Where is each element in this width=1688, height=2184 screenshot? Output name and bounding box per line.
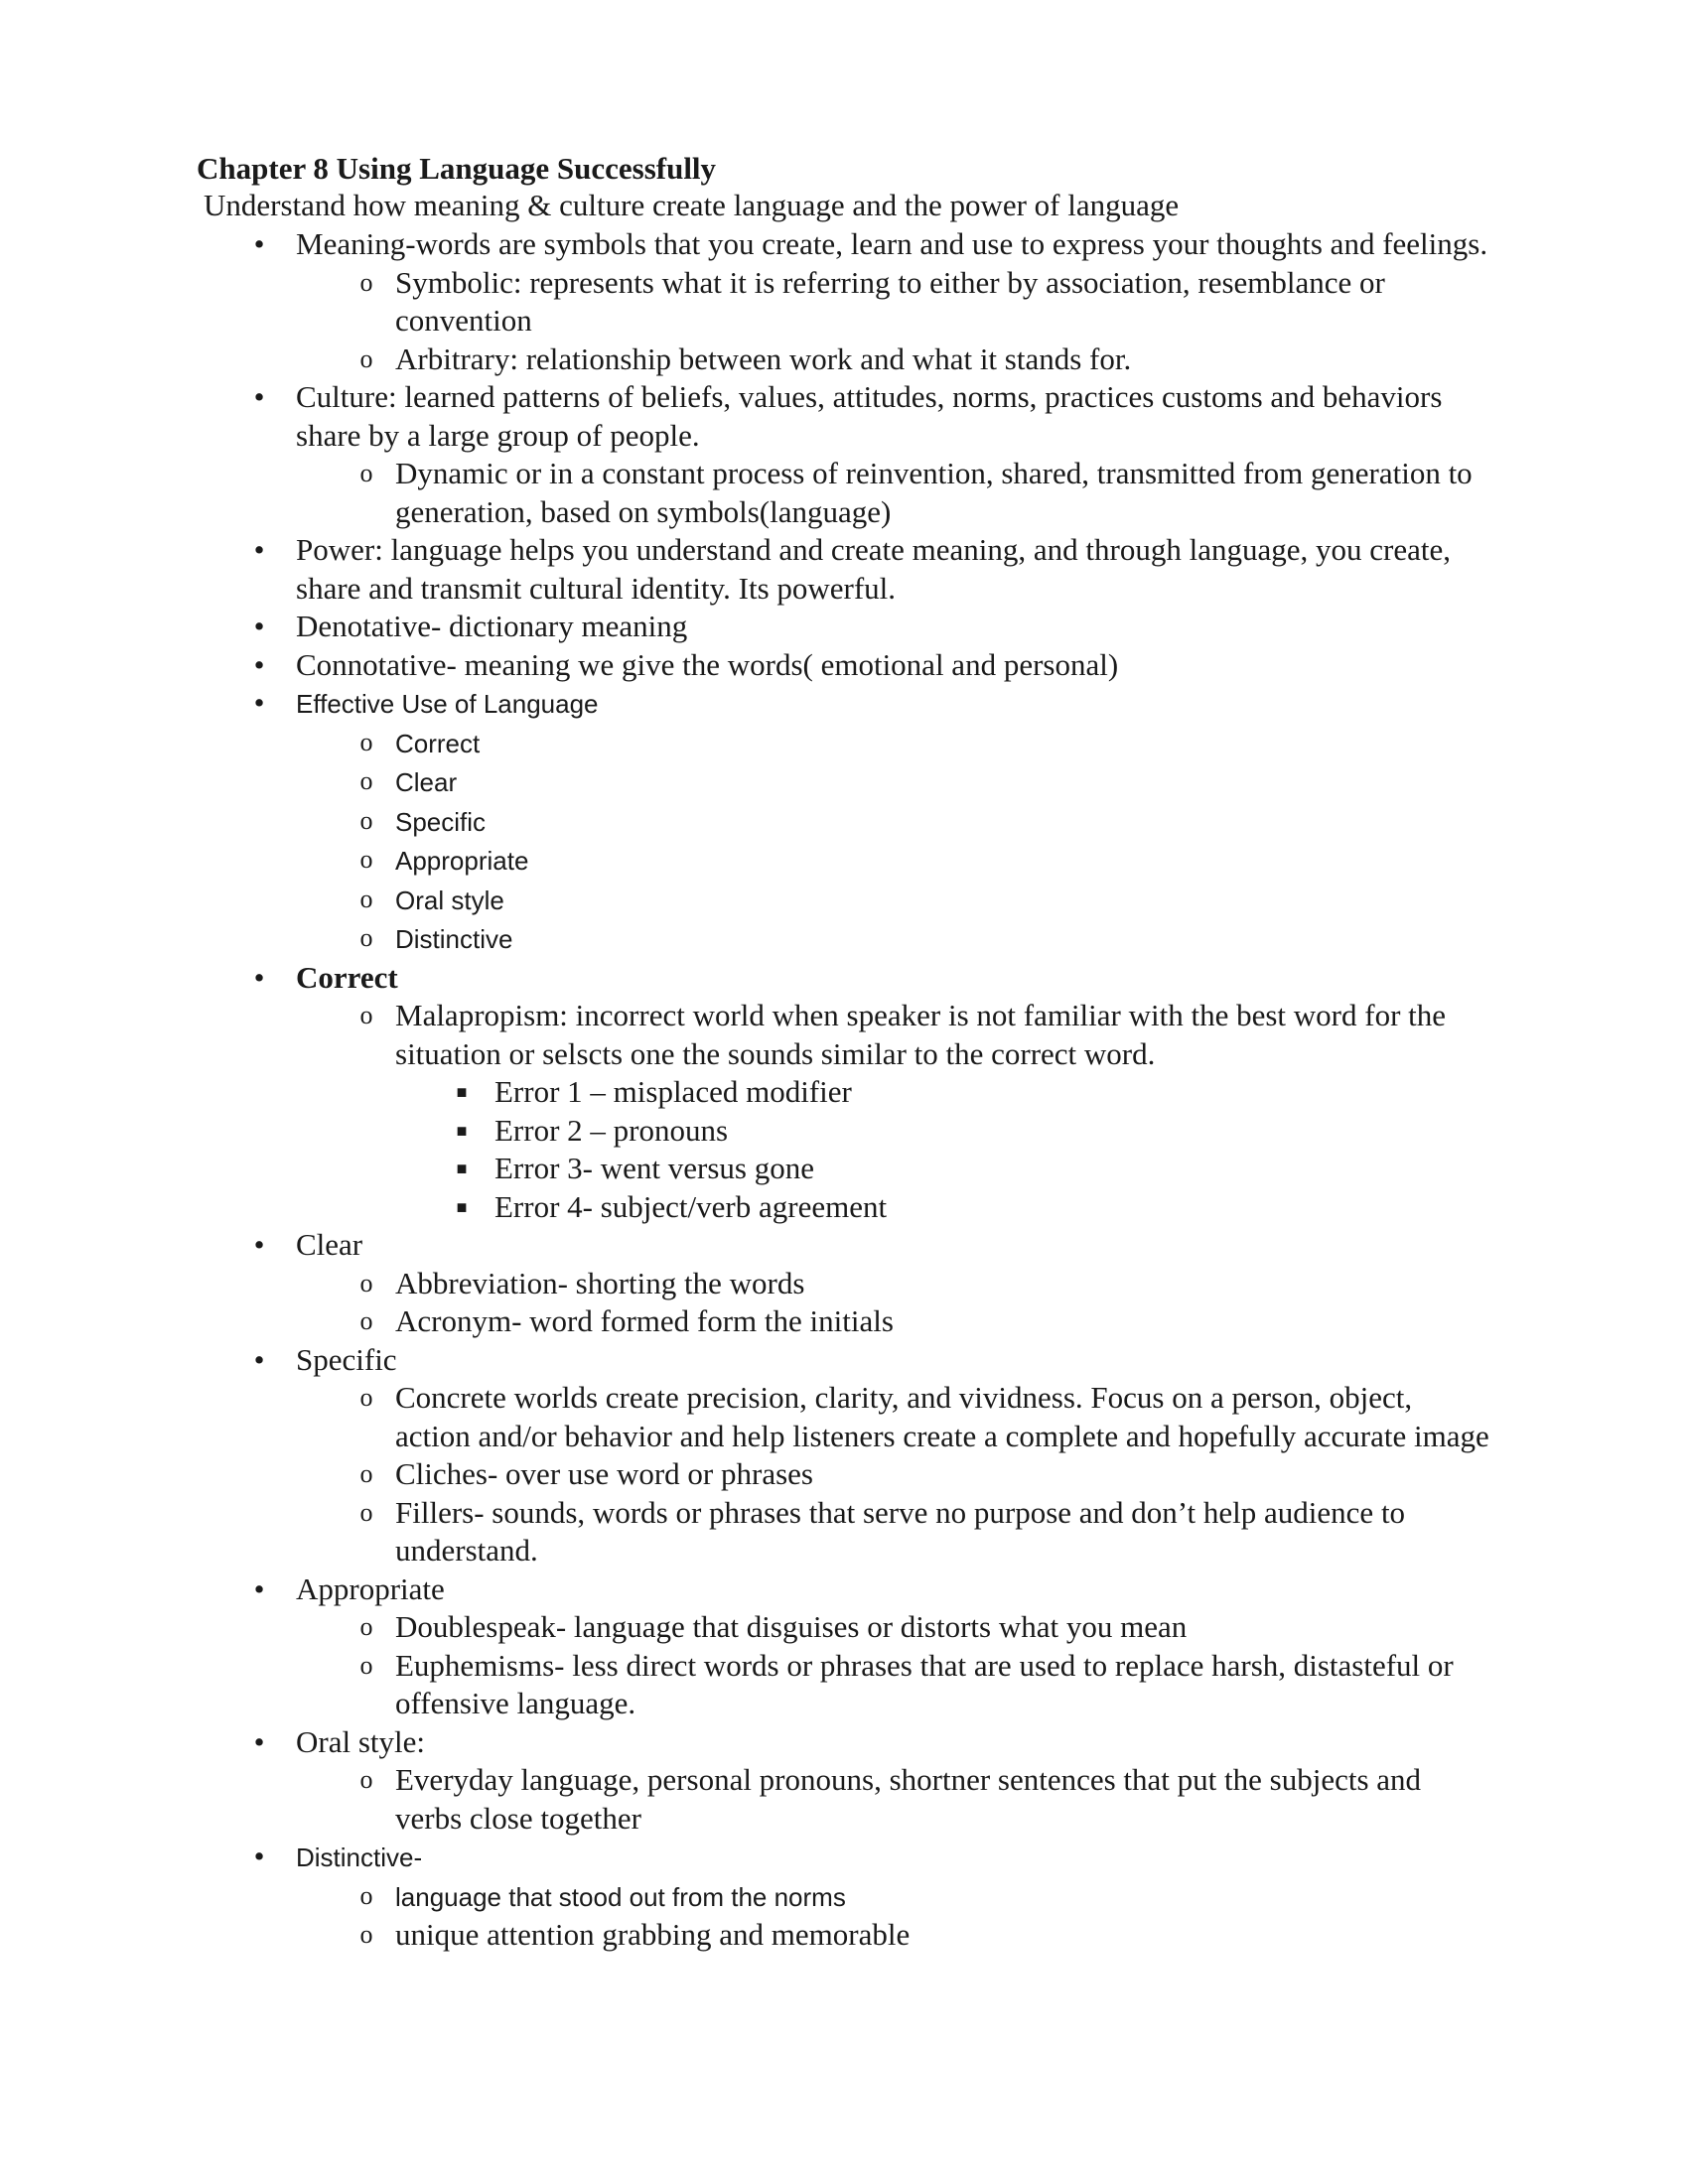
bullet-clear — [238, 1226, 1489, 1341]
bullet-dot-icon: • — [253, 532, 265, 567]
sub-item — [296, 762, 1489, 802]
sub-item — [296, 881, 1489, 920]
sub-list — [296, 1265, 1489, 1341]
sub-sub-item — [296, 1150, 1489, 1188]
circle-bullet-icon: o — [359, 1612, 373, 1641]
square-bullet-icon: ■ — [456, 1159, 468, 1178]
sub-sub-item-text: Error 1 – misplaced modifier — [494, 1074, 852, 1109]
sub-item-text: language that stood out from the norms — [395, 1881, 846, 1912]
bullet-text: Connotative- meaning we give the words( emotional and personal) — [296, 646, 1119, 682]
sub-item-text: Cliches- over use word or phrases — [395, 1456, 813, 1491]
outline-list — [238, 225, 1489, 1955]
bullet-denotative — [238, 608, 1489, 646]
circle-bullet-icon: o — [359, 1650, 373, 1680]
sub-item — [296, 1647, 1489, 1723]
bullet-culture — [238, 378, 1489, 531]
bullet-dot-icon: • — [253, 685, 265, 720]
sub-item-text: Concrete worlds create precision, clarity, and vividness. Focus on a person, object, action and/or behavior and help listeners create a complete and hopefully accurate image — [395, 1380, 1489, 1453]
sub-item-text: Arbitrary: relationship between work and what it stands for. — [395, 341, 1132, 376]
sub-sub-item — [296, 1112, 1489, 1151]
chapter-subtitle: Understand how meaning & culture create language and the power of language — [204, 188, 1180, 222]
sub-item-text: Euphemisms- less direct words or phrases that are used to replace harsh, distasteful or offensive language. — [395, 1647, 1454, 1720]
sub-item — [296, 1877, 1489, 1917]
square-bullet-icon: ■ — [456, 1196, 468, 1217]
square-bullet-icon: ■ — [456, 1082, 468, 1102]
sub-item-text: Specific — [395, 806, 487, 837]
sub-item-text: Correct — [395, 728, 481, 758]
bullet-dot-icon: • — [253, 646, 265, 682]
circle-bullet-icon: o — [359, 1459, 373, 1488]
bullet-effective-use — [238, 684, 1489, 959]
sub-list — [296, 1761, 1489, 1838]
circle-bullet-icon: o — [359, 1001, 373, 1029]
sub-item — [296, 724, 1489, 763]
circle-bullet-icon: o — [359, 267, 373, 297]
sub-item-text: Malapropism: incorrect world when speaker is not familiar with the best word for the situation or selscts one the sounds similar to the correct word. — [395, 998, 1447, 1071]
bullet-text: Meaning-words are symbols that you create, learn and use to express your thoughts and feelings. — [296, 226, 1488, 261]
circle-bullet-icon: o — [359, 845, 373, 874]
bullet-dot-icon: • — [253, 1341, 265, 1377]
bullet-meaning — [238, 225, 1489, 378]
bullet-text: Denotative- dictionary meaning — [296, 609, 688, 643]
sub-item — [296, 802, 1489, 842]
sub-item — [296, 841, 1489, 881]
bullet-text: Power: language helps you understand and create meaning, and through language, you create, share and transmit cultural identity. Its powerful. — [296, 532, 1451, 606]
sub-item-text: Acronym- word formed form the initials — [395, 1303, 894, 1338]
bullet-dot-icon: • — [253, 379, 265, 414]
bullet-connotative — [238, 646, 1489, 685]
sub-sub-item — [296, 1188, 1489, 1227]
circle-bullet-icon: o — [359, 1920, 373, 1949]
sub-item-text: unique attention grabbing and memorable — [395, 1917, 911, 1952]
square-bullet-icon: ■ — [456, 1120, 468, 1141]
sub-item-text: Doublespeak- language that disguises or distorts what you mean — [395, 1609, 1188, 1644]
sub-list — [296, 724, 1489, 959]
sub-item — [296, 919, 1489, 959]
bullet-distinctive — [238, 1838, 1489, 1955]
sub-item-text: Fillers- sounds, words or phrases that serve no purpose and don’t help audience to understand. — [395, 1494, 1406, 1568]
sub-item — [296, 1761, 1489, 1838]
circle-bullet-icon: o — [359, 1306, 373, 1335]
sub-item — [296, 1494, 1489, 1570]
chapter-title: Chapter 8 Using Language Successfully — [197, 151, 717, 186]
sub-item — [296, 1379, 1489, 1455]
sub-item-text: Distinctive — [395, 924, 513, 954]
bullet-dot-icon: • — [253, 1723, 265, 1759]
sub-item — [296, 1302, 1489, 1341]
sub-item — [296, 455, 1489, 531]
circle-bullet-icon: o — [359, 1383, 373, 1412]
bullet-appropriate — [238, 1570, 1489, 1723]
circle-bullet-icon: o — [359, 459, 373, 487]
sub-item — [296, 264, 1489, 341]
sub-sub-list — [296, 1073, 1489, 1226]
bullet-dot-icon: • — [253, 959, 265, 995]
circle-bullet-icon: o — [359, 343, 373, 373]
sub-sub-item — [296, 1073, 1489, 1112]
circle-bullet-icon: o — [359, 923, 373, 952]
bullet-dot-icon: • — [253, 1570, 265, 1606]
sub-list — [296, 264, 1489, 379]
circle-bullet-icon: o — [359, 1268, 373, 1297]
sub-item — [296, 1265, 1489, 1303]
sub-item-text: Clear — [395, 767, 458, 797]
sub-list — [296, 455, 1489, 531]
bullet-correct — [238, 959, 1489, 1227]
bullet-dot-icon: • — [253, 609, 265, 643]
sub-sub-item-text: Error 3- went versus gone — [494, 1151, 814, 1185]
bullet-text: Distinctive- — [296, 1843, 423, 1872]
circle-bullet-icon: o — [359, 805, 373, 835]
circle-bullet-icon: o — [359, 884, 373, 913]
sub-item-text: Symbolic: represents what it is referring to either by association, resemblance or convention — [395, 264, 1385, 338]
bullet-power — [238, 531, 1489, 608]
sub-list — [296, 1877, 1489, 1955]
sub-item — [296, 341, 1489, 379]
sub-item — [296, 997, 1489, 1073]
sub-list — [296, 1379, 1489, 1570]
bullet-text: Effective Use of Language — [296, 689, 599, 719]
sub-item — [296, 1608, 1489, 1647]
circle-bullet-icon: o — [359, 727, 373, 756]
sub-item — [296, 1916, 1489, 1955]
sub-sub-item-text: Error 2 – pronouns — [494, 1112, 729, 1148]
sub-item-text: Oral style — [395, 885, 504, 915]
bullet-dot-icon: • — [253, 1227, 265, 1262]
sub-item — [296, 1455, 1489, 1494]
bullet-dot-icon: • — [253, 1839, 265, 1873]
bullet-dot-icon: • — [253, 226, 265, 261]
bullet-text: Specific — [296, 1341, 397, 1377]
sub-list — [296, 997, 1489, 1073]
sub-item-text: Dynamic or in a constant process of reinvention, shared, transmitted from generation to generation, based on symbols(language) — [395, 456, 1473, 529]
circle-bullet-icon: o — [359, 1765, 373, 1794]
circle-bullet-icon: o — [359, 1880, 373, 1910]
bullet-text: Clear — [296, 1227, 363, 1262]
sub-item-text: Abbreviation- shorting the words — [395, 1265, 805, 1300]
bullet-specific — [238, 1341, 1489, 1570]
bullet-text: Oral style: — [296, 1723, 425, 1759]
sub-sub-item-text: Error 4- subject/verb agreement — [494, 1188, 888, 1224]
bullet-text: Appropriate — [296, 1570, 445, 1606]
sub-item-text: Everyday language, personal pronouns, shortner sentences that put the subjects and verbs close together — [395, 1762, 1422, 1836]
bullet-text: Culture: learned patterns of beliefs, values, attitudes, norms, practices customs and behaviors share by a large group of people. — [296, 379, 1443, 453]
bullet-oral-style — [238, 1723, 1489, 1839]
circle-bullet-icon: o — [359, 1497, 373, 1527]
bullet-text: Correct — [296, 959, 398, 995]
sub-item-text: Appropriate — [395, 846, 529, 876]
sub-list — [296, 1608, 1489, 1723]
circle-bullet-icon: o — [359, 766, 373, 795]
